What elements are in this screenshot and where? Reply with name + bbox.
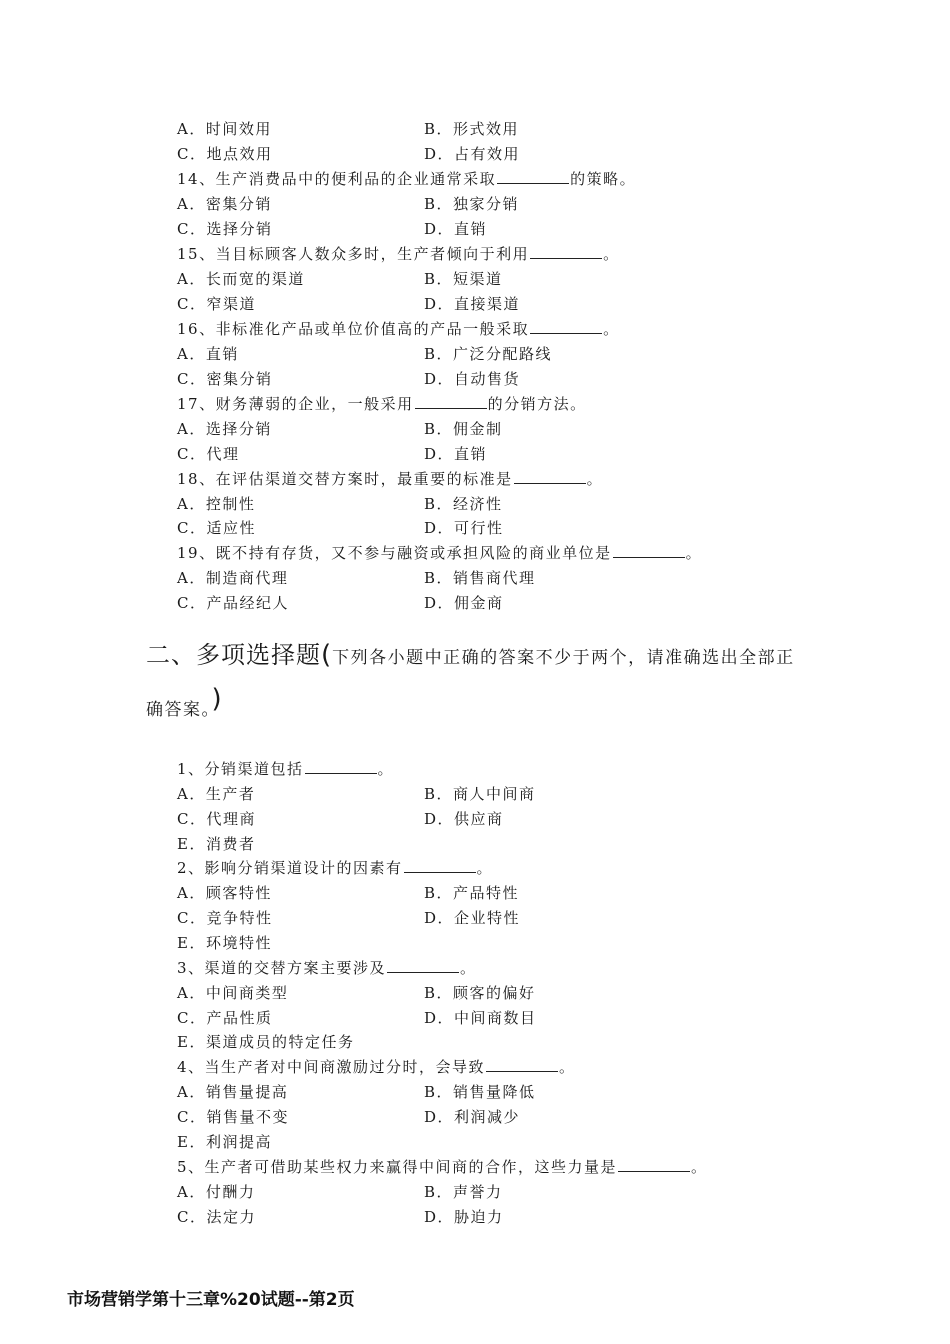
mc-q1-option-c: C．代理商 [177, 810, 256, 828]
q17-option-d: D．直销 [424, 445, 488, 463]
mc-question-4: 4、当生产者对中间商激励过分时，会导致 。 [177, 1058, 576, 1076]
q15-option-c: C．窄渠道 [177, 295, 256, 313]
page-footer: 市场营销学第十三章%20试题--第2页 [67, 1290, 355, 1310]
section-heading-multiple-choice: 二、多项选择题(下列各小题中正确的答案不少于两个，请准确选出全部正 [146, 640, 795, 670]
q15-option-b: B．短渠道 [424, 270, 503, 288]
q19-option-d: D．佣金商 [424, 594, 504, 612]
mc-q3-option-e: E．渠道成员的特定任务 [177, 1033, 355, 1051]
mc-q2-option-d: D．企业特性 [424, 909, 521, 927]
mc-q1-option-d: D．供应商 [424, 810, 504, 828]
question-16: 16、非标准化产品或单位价值高的产品一般采取 。 [177, 320, 620, 338]
q19-option-a: A．制造商代理 [177, 569, 289, 587]
answer-blank [530, 319, 602, 334]
mc-q1-option-b: B．商人中间商 [424, 785, 536, 803]
q18-option-b: B．经济性 [424, 495, 503, 513]
q16-option-d: D．自动售货 [424, 370, 521, 388]
mc-q4-option-e: E．利润提高 [177, 1133, 272, 1151]
mc-q4-option-b: B．销售量降低 [424, 1083, 536, 1101]
answer-blank [497, 169, 569, 184]
mc-q2-option-b: B．产品特性 [424, 884, 520, 902]
q19-option-c: C．产品经纪人 [177, 594, 289, 612]
mc-question-2: 2、影响分销渠道设计的因素有 。 [177, 859, 494, 877]
mc-q3-option-b: B．顾客的偏好 [424, 984, 536, 1002]
q13-option-d: D．占有效用 [424, 145, 521, 163]
q16-option-b: B．广泛分配路线 [424, 345, 553, 363]
answer-blank [613, 543, 685, 558]
mc-q1-option-a: A．生产者 [177, 785, 256, 803]
answer-blank [415, 394, 487, 409]
q14-option-b: B．独家分销 [424, 195, 520, 213]
q18-option-c: C．适应性 [177, 519, 256, 537]
mc-q4-option-d: D．利润减少 [424, 1108, 521, 1126]
answer-blank [514, 469, 586, 484]
mc-q5-option-c: C．法定力 [177, 1208, 256, 1226]
mc-q2-option-c: C．竞争特性 [177, 909, 273, 927]
mc-q2-option-a: A．顾客特性 [177, 884, 272, 902]
q18-option-a: A．控制性 [177, 495, 256, 513]
question-18: 18、在评估渠道交替方案时，最重要的标准是 。 [177, 470, 604, 488]
q16-option-c: C．密集分销 [177, 370, 273, 388]
mc-q4-option-a: A．销售量提高 [177, 1083, 289, 1101]
mc-q2-option-e: E．环境特性 [177, 934, 272, 952]
q19-option-b: B．销售商代理 [424, 569, 536, 587]
question-17: 17、财务薄弱的企业，一般采用 的分销方法。 [177, 395, 587, 413]
q17-option-c: C．代理 [177, 445, 240, 463]
mc-q3-option-d: D．中间商数目 [424, 1009, 537, 1027]
mc-q1-option-e: E．消费者 [177, 835, 256, 853]
q15-option-a: A．长而宽的渠道 [177, 270, 305, 288]
mc-q5-option-b: B．声誉力 [424, 1183, 503, 1201]
q13-option-a: A．时间效用 [177, 120, 272, 138]
mc-q3-option-a: A．中间商类型 [177, 984, 289, 1002]
q15-option-d: D．直接渠道 [424, 295, 521, 313]
q18-option-d: D．可行性 [424, 519, 504, 537]
q14-option-c: C．选择分销 [177, 220, 273, 238]
answer-blank [305, 759, 377, 774]
mc-question-1: 1、分销渠道包括 。 [177, 760, 395, 778]
mc-q5-option-a: A．付酬力 [177, 1183, 256, 1201]
mc-q5-option-d: D．胁迫力 [424, 1208, 504, 1226]
question-14: 14、生产消费品中的便利品的企业通常采取 的策略。 [177, 170, 637, 188]
answer-blank [618, 1157, 690, 1172]
q17-option-b: B．佣金制 [424, 420, 503, 438]
mc-q4-option-c: C．销售量不变 [177, 1108, 289, 1126]
answer-blank [530, 244, 602, 259]
question-19: 19、既不持有存货，又不参与融资或承担风险的商业单位是 。 [177, 544, 703, 562]
mc-q3-option-c: C．产品性质 [177, 1009, 273, 1027]
answer-blank [387, 958, 459, 973]
question-15: 15、当目标顾客人数众多时，生产者倾向于利用 。 [177, 245, 620, 263]
q13-option-b: B．形式效用 [424, 120, 520, 138]
q16-option-a: A．直销 [177, 345, 239, 363]
q13-option-c: C．地点效用 [177, 145, 273, 163]
mc-question-5: 5、生产者可借助某些权力来赢得中间商的合作，这些力量是 。 [177, 1158, 708, 1176]
answer-blank [486, 1057, 558, 1072]
mc-question-3: 3、渠道的交替方案主要涉及 。 [177, 959, 477, 977]
q17-option-a: A．选择分销 [177, 420, 272, 438]
q14-option-d: D．直销 [424, 220, 488, 238]
q14-option-a: A．密集分销 [177, 195, 272, 213]
section-instruction-continued: 确答案。) [146, 684, 224, 720]
answer-blank [404, 858, 476, 873]
